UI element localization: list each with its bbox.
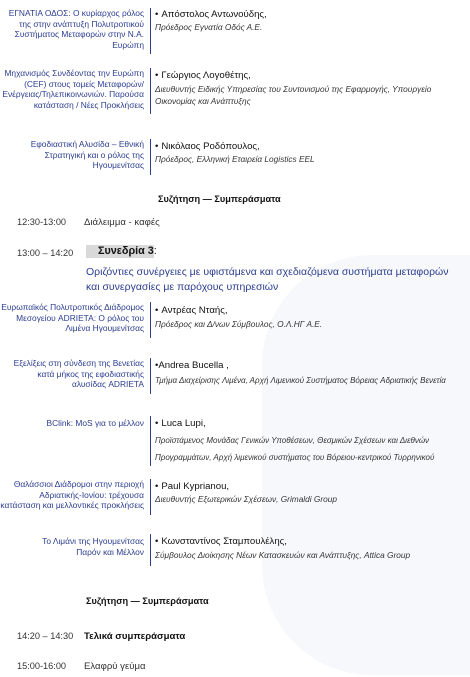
divider-line	[150, 68, 151, 114]
divider-line	[150, 534, 151, 566]
speaker-role: Τμήμα Διαχείρισης Λιμένα, Αρχή Λιμενικού Συστήματος Βόρειας Αδριατικής Βενετία	[155, 376, 446, 385]
session-time: 13:00 – 14:20	[17, 248, 74, 258]
bullet-icon: •	[155, 9, 159, 20]
speaker-role: Διευθυντής Εξωτερικών Σχέσεων, Grimaldi Group	[155, 494, 337, 504]
closing-label: Τελικά συμπεράσματα	[84, 631, 186, 642]
speaker-role: Προϊστάμενος Μονάδας Γενικών Υποθέσεων, Θεσμικών Σχέσεων και Διεθνών Προγραμμάτων, Αρχή λιμενικού συστήματος του Βόρειου-κεντρικού Τυρρηνικού	[155, 436, 435, 462]
speaker-role: Πρόεδρος και Δ/νων Σύμβουλος, Ο.Λ.ΗΓ Α.Ε.	[155, 319, 323, 329]
bullet-icon: •	[155, 70, 159, 81]
topic-text: Εφοδιαστική Αλυσίδα – Εθνική Στρατηγική και ο ρόλος της Ηγουμενίτσας	[30, 139, 144, 171]
speaker-name: • Νικόλαος Ροδόπουλος,	[155, 141, 260, 152]
break-time: 12:30-13:00	[17, 217, 67, 227]
break-label: Διάλειμμα - καφές	[84, 217, 160, 228]
speaker-role: Διευθυντής Ειδικής Υπηρεσίας του Συντονισμού της Εφαρμογής, Υπουργείο Οικονομίας και Ανάπτυξης	[155, 84, 432, 106]
speaker-name: • Απόστολος Αντωνούδης,	[155, 9, 267, 20]
session-title: Οριζόντιες συνέργειες με υφιστάμενα και σχεδιαζόμενα συστήματα μεταφορών και συνεργασίες με παρόχους υπηρεσιών	[86, 266, 449, 293]
topic-text: BClink: MoS για το μέλλον	[46, 418, 144, 428]
bullet-icon: •	[155, 536, 159, 547]
topic-text: Θαλάσσιοι Διάδρομοι στην περιοχή Αδριατικής-Ιονίου: τρέχουσα κατάσταση και μελλοντικές προκλήσεις	[0, 479, 144, 511]
bullet-icon: •	[155, 141, 159, 152]
divider-line	[150, 416, 151, 466]
discussion-heading: Συζήτηση — Συμπεράσματα	[86, 596, 209, 606]
divider-line	[150, 302, 151, 338]
divider-line	[150, 139, 151, 175]
speaker-name: • Κωνσταντίνος Σταμπουλέλης,	[155, 536, 287, 547]
divider-line	[150, 479, 151, 515]
lunch-time: 15:00-16:00	[17, 661, 67, 671]
divider-line	[150, 8, 151, 54]
speaker-name: • Luca Lupi,	[155, 418, 206, 429]
topic-text: Το Λιμάνι της Ηγουμενίτσας Παρόν και Μέλλον	[42, 536, 144, 557]
speaker-name: • Paul Kyprianou,	[155, 481, 230, 492]
speaker-name: •Andrea Bucella ,	[155, 360, 229, 371]
closing-time: 14:20 – 14:30	[17, 631, 74, 641]
lunch-label: Ελαφρύ γεύμα	[84, 661, 146, 672]
bullet-icon: •	[155, 360, 159, 371]
topic-text: ΕΓΝΑΤΙΑ ΟΔΟΣ: Ο κυρίαρχος ρόλος της στην ανάπτυξη Πολυτροπικού Συστήματος Μεταφορών στην Ν.Α. Ευρώπη	[8, 8, 144, 50]
topic-text: Μηχανισμός Συνδέοντας την Ευρώπη (CEF) στους τομείς Μεταφορών/ Ενέργειας/Τηλεπικοινωνιών. Παρούσα κατάσταση / Νέες Προκλήσεις	[2, 68, 144, 110]
topic-text: Εξελίξεις στη σύνδεση της Βενετίας κατά μήκος της εφοδιαστικής αλυσίδας ADRIETA	[13, 358, 144, 390]
topic-text: Ευρωπαϊκός Πολυτροπικός Διάδρομος Μεσογείου ADRIETA: Ο ρόλος του Λιμένα Ηγουμενίτσας	[1, 302, 144, 334]
speaker-name: • Γεώργιος Λογοθέτης,	[155, 70, 251, 81]
bullet-icon: •	[155, 305, 159, 316]
bullet-icon: •	[155, 418, 159, 429]
bullet-icon: •	[155, 481, 159, 492]
speaker-name: • Αντρέας Νταής,	[155, 305, 228, 316]
speaker-role: Πρόεδρος Εγνατία Οδός Α.Ε.	[155, 22, 263, 32]
session-label: Συνεδρία 3:	[98, 245, 157, 257]
divider-line	[150, 358, 151, 394]
speaker-role: Σύμβουλος Διοίκησης Νέων Κατασκευών και Ανάπτυξης, Attica Group	[155, 550, 411, 560]
discussion-heading: Συζήτηση — Συμπεράσματα	[158, 194, 281, 204]
speaker-role: Πρόεδρος, Ελληνική Εταιρεία Logistics ΕΕL	[155, 154, 315, 164]
